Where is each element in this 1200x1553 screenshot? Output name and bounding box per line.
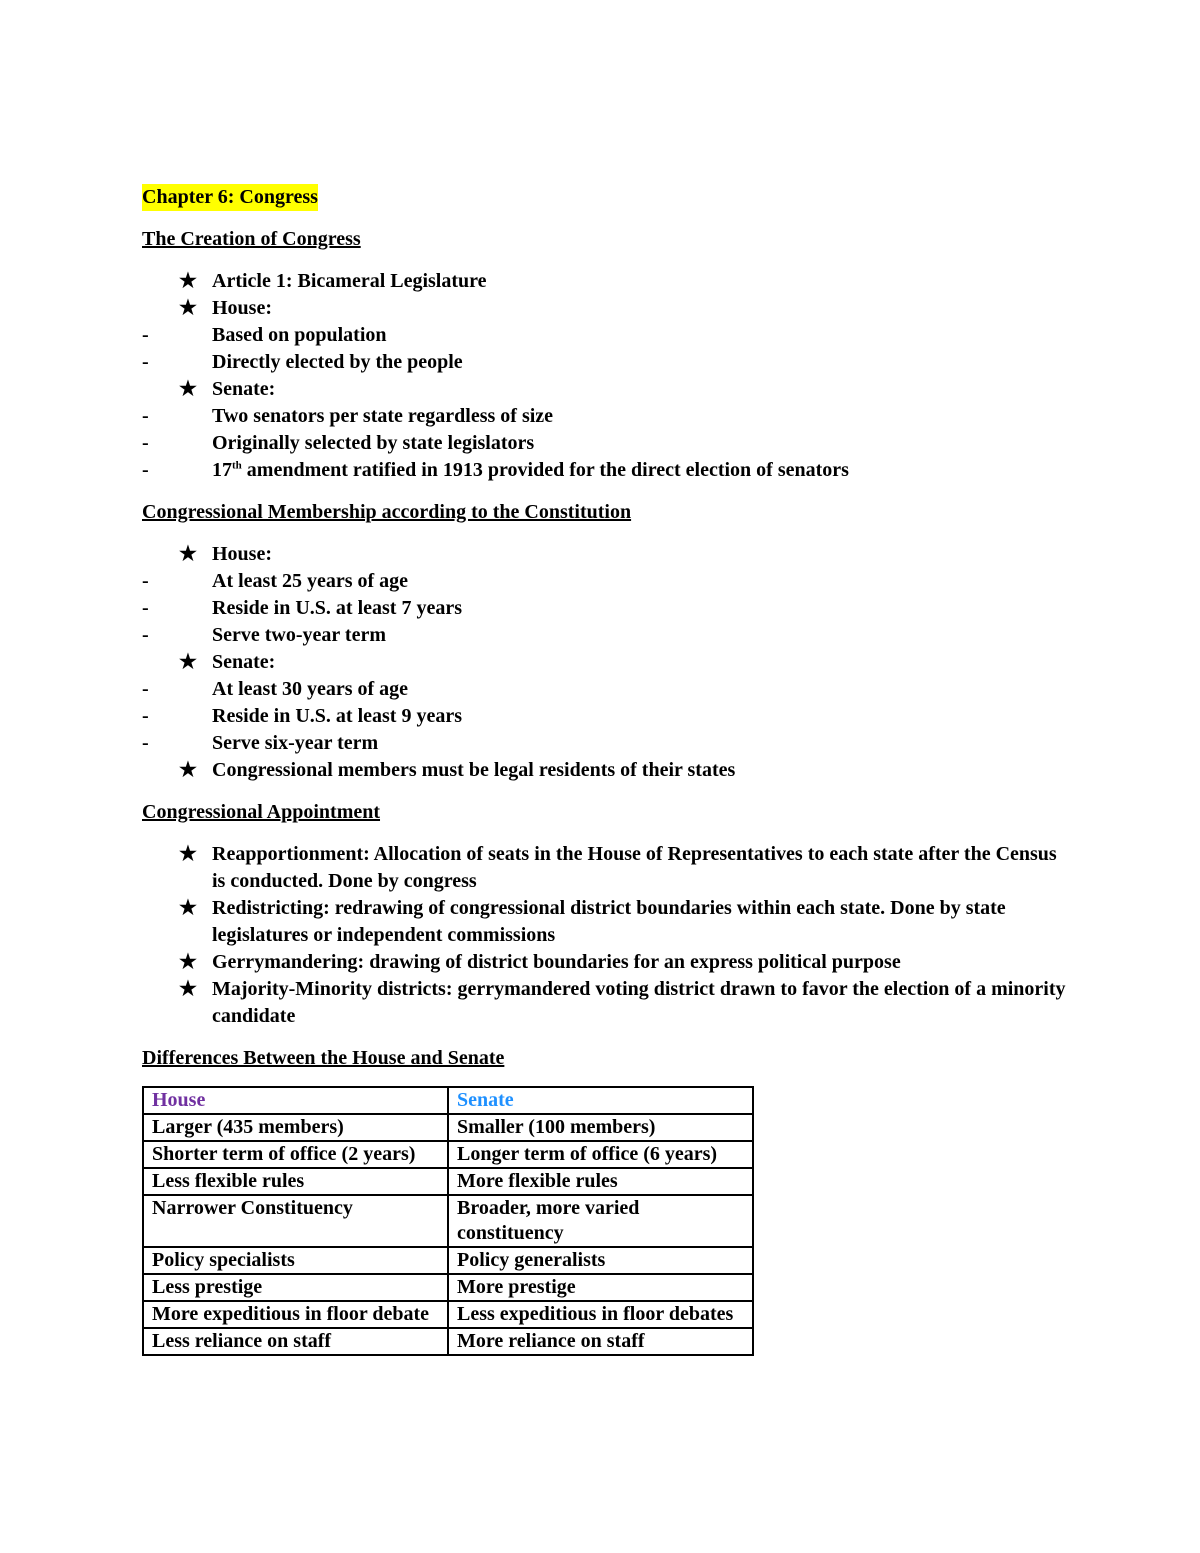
table-row (143, 1247, 753, 1274)
list-item: ★ Congressional members must be legal residents of their states (142, 757, 1072, 784)
table-cell: More expeditious in floor debate (143, 1301, 448, 1328)
chapter-title: Chapter 6: Congress (142, 184, 318, 211)
list-item: - Reside in U.S. at least 7 years (142, 595, 1072, 622)
table-row (143, 1195, 753, 1247)
table-cell: More flexible rules (448, 1168, 753, 1195)
header-house: House (143, 1087, 448, 1114)
list-item: ★ Senate: (142, 376, 1072, 403)
list-item: - Directly elected by the people (142, 349, 1072, 376)
list-item: - Serve two-year term (142, 622, 1072, 649)
table-cell: Broader, more varied constituency (448, 1195, 753, 1247)
dash-bullet: - (142, 432, 149, 454)
dash-bullet: - (142, 597, 149, 619)
list-item: - Originally selected by state legislators (142, 430, 1072, 457)
list-item: - At least 30 years of age (142, 676, 1072, 703)
table-row (143, 1114, 753, 1141)
section-heading-appointment: Congressional Appointment (142, 801, 381, 823)
appointment-list (142, 841, 1072, 1030)
star-icon: ★ (179, 978, 197, 1000)
table-cell: Policy generalists (448, 1247, 753, 1274)
list-item: - At least 25 years of age (142, 568, 1072, 595)
star-icon: ★ (179, 543, 197, 565)
document-page (142, 184, 1072, 1356)
dash-bullet: - (142, 405, 149, 427)
table-cell: Less reliance on staff (143, 1328, 448, 1355)
table-cell: Smaller (100 members) (448, 1114, 753, 1141)
dash-bullet: - (142, 705, 149, 727)
table-cell: Larger (435 members) (143, 1114, 448, 1141)
star-icon: ★ (179, 843, 197, 865)
star-icon: ★ (179, 297, 197, 319)
star-icon: ★ (179, 759, 197, 781)
section-heading-membership: Congressional Membership according to the Constitution (142, 501, 632, 523)
list-item: - Reside in U.S. at least 9 years (142, 703, 1072, 730)
table-row (143, 1274, 753, 1301)
list-item: ★ Senate: (142, 649, 1072, 676)
table-cell: More prestige (448, 1274, 753, 1301)
dash-bullet: - (142, 324, 149, 346)
list-item: - Based on population (142, 322, 1072, 349)
table-cell: Longer term of office (6 years) (448, 1141, 753, 1168)
membership-list (142, 541, 1072, 784)
dash-bullet: - (142, 678, 149, 700)
list-item: ★ Gerrymandering: drawing of district boundaries for an express political purpose (142, 949, 1072, 976)
dash-bullet: - (142, 351, 149, 373)
list-item: ★ Article 1: Bicameral Legislature (142, 268, 1072, 295)
dash-bullet: - (142, 459, 149, 481)
star-icon: ★ (179, 951, 197, 973)
table-row (143, 1168, 753, 1195)
table-cell: More reliance on staff (448, 1328, 753, 1355)
star-icon: ★ (179, 897, 197, 919)
list-item: - Serve six-year term (142, 730, 1072, 757)
superscript-th: th (232, 459, 242, 472)
list-item: - Two senators per state regardless of size (142, 403, 1072, 430)
list-item: - 17th amendment ratified in 1913 provided for the direct election of senators (142, 457, 1072, 484)
table-cell: Narrower Constituency (143, 1195, 448, 1247)
list-item: ★ Redistricting: redrawing of congressional district boundaries within each state. Done by state legislatures or independent commissions (179, 897, 1006, 946)
list-item: ★ Reapportionment: Allocation of seats in the House of Representatives to each state after the Census is conducted. Done by congress (179, 843, 1057, 892)
table-cell: Shorter term of office (2 years) (143, 1141, 448, 1168)
header-senate: Senate (448, 1087, 753, 1114)
table-row (143, 1301, 753, 1328)
table-cell: Policy specialists (143, 1247, 448, 1274)
comparison-table (142, 1086, 754, 1356)
list-item: ★ House: (142, 541, 1072, 568)
dash-bullet: - (142, 570, 149, 592)
table-header-row (143, 1087, 753, 1114)
star-icon: ★ (179, 270, 197, 292)
star-icon: ★ (179, 378, 197, 400)
section-heading-differences: Differences Between the House and Senate (142, 1047, 505, 1069)
table-cell: Less expeditious in floor debates (448, 1301, 753, 1328)
star-icon: ★ (179, 651, 197, 673)
table-cell: Less flexible rules (143, 1168, 448, 1195)
table-row (143, 1141, 753, 1168)
dash-bullet: - (142, 732, 149, 754)
section-heading-creation: The Creation of Congress (142, 228, 361, 250)
list-item: ★ House: (142, 295, 1072, 322)
list-item: ★ Majority-Minority districts: gerrymandered voting district drawn to favor the election of a minority candidate (179, 978, 1066, 1027)
table-cell: Less prestige (143, 1274, 448, 1301)
table-row (143, 1328, 753, 1355)
creation-list (142, 268, 1072, 484)
dash-bullet: - (142, 624, 149, 646)
